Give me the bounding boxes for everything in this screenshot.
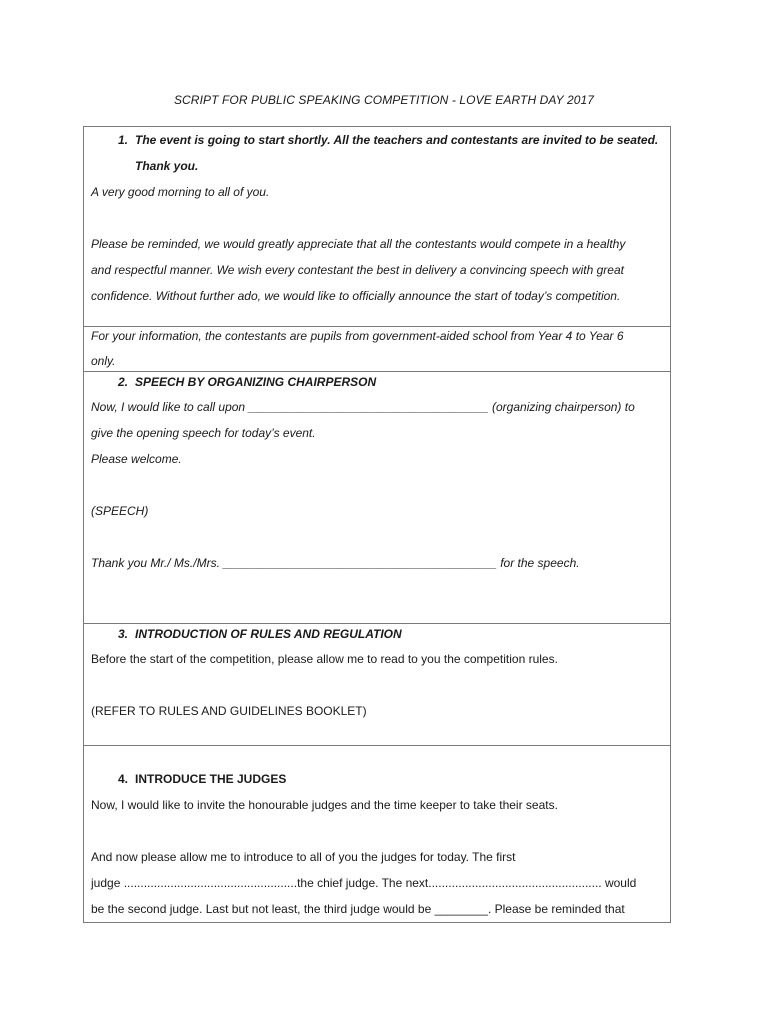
section-3-heading-text: INTRODUCTION OF RULES AND REGULATION: [135, 627, 402, 641]
judges-intro-line-2: judge ....................................................the chief judge. The next.................................................... would: [91, 876, 637, 890]
welcome-text: Please welcome.: [91, 452, 182, 466]
reminder-line-3: confidence. Without further ado, we would like to officially announce the start of today’s competition.: [91, 289, 621, 303]
rules-reference: (REFER TO RULES AND GUIDELINES BOOKLET): [91, 704, 367, 718]
greeting-text: A very good morning to all of you.: [91, 185, 270, 199]
section-2-heading-text: SPEECH BY ORGANIZING CHAIRPERSON: [135, 375, 377, 389]
info-line-2: only.: [91, 354, 116, 368]
spacer: [91, 524, 663, 550]
section-chairperson: [84, 372, 670, 624]
spacer: [91, 746, 663, 766]
section-1-heading: [91, 127, 663, 153]
section-2-number: 2.: [117, 375, 128, 389]
spacer: [91, 818, 663, 844]
script-table: [83, 126, 671, 923]
section-4-heading-text: INTRODUCE THE JUDGES: [135, 772, 287, 786]
section-1-heading-line2: Thank you.: [135, 159, 199, 173]
section-2-heading: [91, 372, 663, 394]
section-opening: [84, 127, 670, 327]
page-title: SCRIPT FOR PUBLIC SPEAKING COMPETITION - LOVE EARTH DAY 2017: [173, 93, 595, 107]
chairperson-call-line-2: give the opening speech for today’s event.: [91, 426, 316, 440]
judges-invite-line: Now, I would like to invite the honourable judges and the time keeper to take their seats.: [91, 798, 558, 812]
spacer: [91, 672, 663, 698]
reminder-line-2: and respectful manner. We wish every contestant the best in delivery a convincing speech with great: [91, 263, 624, 277]
section-1-heading-line1: The event is going to start shortly. All the teachers and contestants are invited to be seated.: [135, 133, 659, 147]
section-3-heading: [91, 624, 663, 646]
speech-placeholder: (SPEECH): [91, 504, 149, 518]
section-judges: [84, 746, 670, 922]
spacer: [91, 472, 663, 498]
thanks-line: Thank you Mr./ Ms./Mrs. _________________________________________ for the speech.: [91, 556, 580, 570]
rules-intro-line: Before the start of the competition, please allow me to read to you the competition rules.: [91, 652, 558, 666]
reminder-line-1: Please be reminded, we would greatly appreciate that all the contestants would compete in a healthy: [91, 237, 626, 251]
judges-intro-line-3: be the second judge. Last but not least, the third judge would be ________. Please be reminded that: [91, 902, 625, 916]
section-3-number: 3.: [117, 627, 128, 641]
spacer: [91, 205, 663, 231]
section-4-number: 4.: [117, 772, 128, 786]
info-line-1: For your information, the contestants are pupils from government-aided school from Year 4 to Year 6: [91, 329, 624, 343]
section-1-number: 1.: [117, 133, 128, 147]
section-rules: [84, 624, 670, 746]
info-note: [84, 327, 670, 372]
chairperson-call-line-1: Now, I would like to call upon ____________________________________ (organizing chairperson) to: [91, 400, 635, 414]
judges-intro-line-1: And now please allow me to introduce to all of you the judges for today. The first: [91, 850, 516, 864]
section-4-heading: [91, 766, 663, 792]
